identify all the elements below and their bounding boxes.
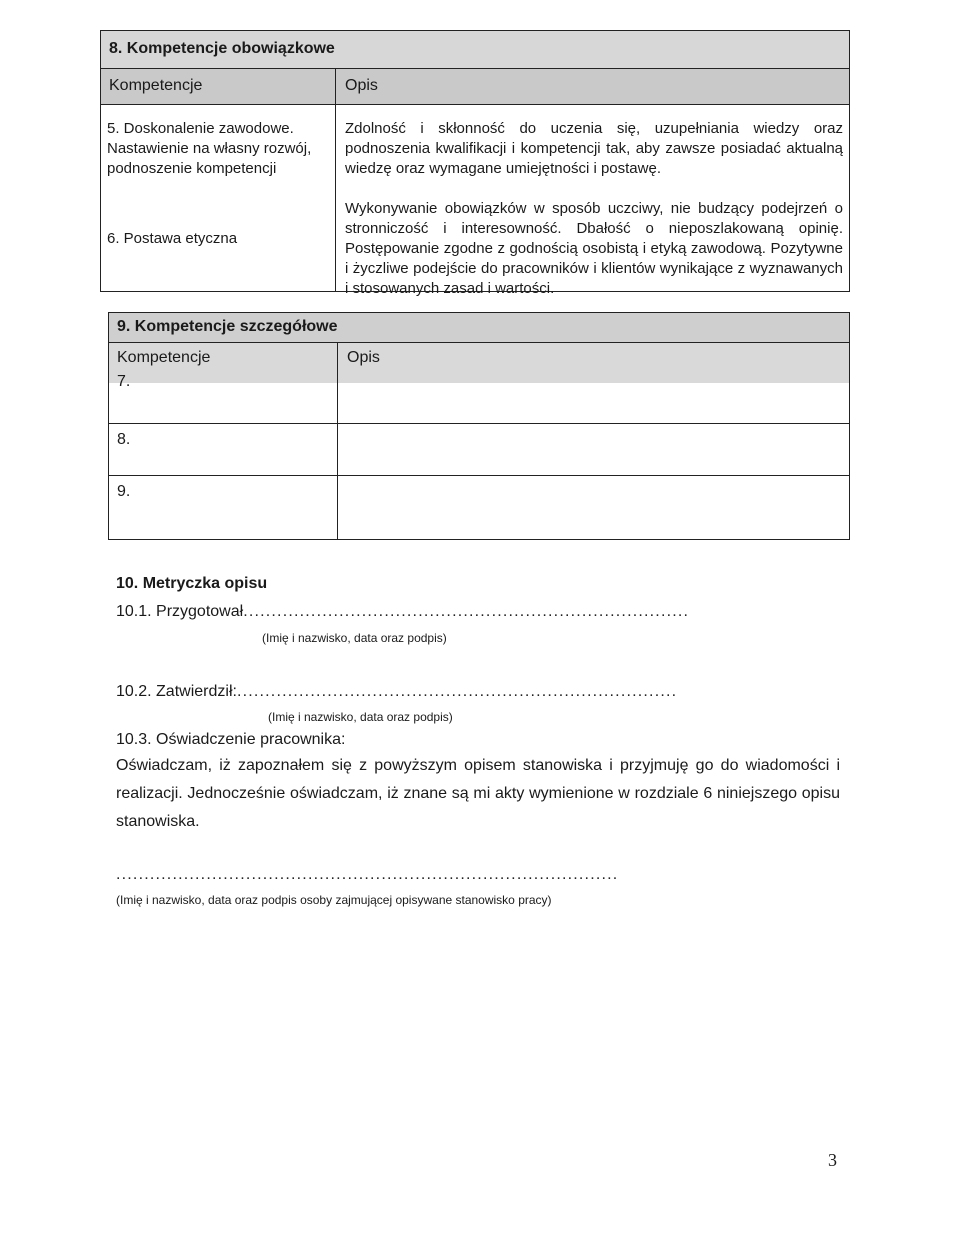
mandatory-competencies-table bbox=[100, 30, 850, 297]
competence-name: 6. Postawa etyczna bbox=[107, 230, 238, 247]
approved-by-dotted-line: .............................................................................. bbox=[236, 683, 678, 700]
section-8-title: 8. Kompetencje obowiązkowe bbox=[109, 40, 335, 57]
column-divider bbox=[335, 69, 336, 291]
competence-description: Wykonywanie obowiązków w sposób uczciwy, nie budzący podejrzeń o stronniczość i interesowność. Dbałość o nieposzlakowaną opinię. Postępowanie zgodne z godnością osobistą i etyką zawodową. Pozytywne i życzliwe podejście do pracowników i klientów wynikające z wyznawanych i stosowanych zasad i wartości. bbox=[345, 200, 843, 297]
approved-by-label: 10.2. Zatwierdził: bbox=[116, 683, 237, 700]
section-9-title-row bbox=[109, 313, 849, 343]
section-9-title: 9. Kompetencje szczegółowe bbox=[117, 318, 338, 335]
row-divider bbox=[109, 475, 849, 476]
row-divider bbox=[109, 423, 849, 424]
section-8-header-row bbox=[101, 69, 849, 105]
section-9-header-row bbox=[109, 343, 849, 383]
statement-label: 10.3. Oświadczenie pracownika: bbox=[116, 731, 346, 748]
section-10-title: 10. Metryczka opisu bbox=[116, 575, 268, 592]
column-header-description: Opis bbox=[347, 349, 380, 366]
prepared-by-label: 10.1. Przygotował bbox=[116, 603, 244, 620]
section-8-title-row bbox=[101, 31, 849, 69]
detailed-competencies-table bbox=[108, 312, 850, 540]
approved-by-hint: (Imię i nazwisko, data oraz podpis) bbox=[268, 710, 453, 724]
competence-name: 5. Doskonalenie zawodowe. Nastawienie na własny rozwój, podnoszenie kompetencji bbox=[107, 120, 312, 177]
signature-hint: (Imię i nazwisko, data oraz podpis osoby zajmującej opisywane stanowisko pracy) bbox=[116, 893, 552, 907]
column-divider bbox=[337, 343, 338, 539]
competence-row-number: 7. bbox=[117, 373, 131, 390]
approved-by-line bbox=[116, 683, 677, 701]
column-header-competence: Kompetencje bbox=[117, 349, 211, 366]
prepared-by-hint: (Imię i nazwisko, data oraz podpis) bbox=[262, 631, 447, 645]
competence-row-number: 8. bbox=[117, 431, 131, 448]
signature-dotted-line: ......................................................................................... bbox=[116, 866, 619, 883]
competence-description: Zdolność i skłonność do uczenia się, uzupełniania wiedzy oraz podnoszenia kwalifikacji i kompetencji tak, aby zawsze posiadać aktualną wiedzę oraz wymagane umiejętności i postawę. bbox=[345, 120, 843, 177]
column-header-competence: Kompetencje bbox=[109, 77, 203, 94]
employee-statement: Oświadczam, iż zapoznałem się z powyższym opisem stanowiska i przyjmuję go do wiadomości i realizacji. Jednocześnie oświadczam, iż znane są mi akty wymienione w rozdziale 6 niniejszego opisu stanowiska. bbox=[116, 757, 840, 830]
prepared-by-dotted-line: ............................................................................... bbox=[243, 603, 690, 620]
column-header-description: Opis bbox=[345, 77, 378, 94]
page-number: 3 bbox=[828, 1150, 837, 1170]
competence-row-number: 9. bbox=[117, 483, 131, 500]
prepared-by-line bbox=[116, 603, 689, 621]
